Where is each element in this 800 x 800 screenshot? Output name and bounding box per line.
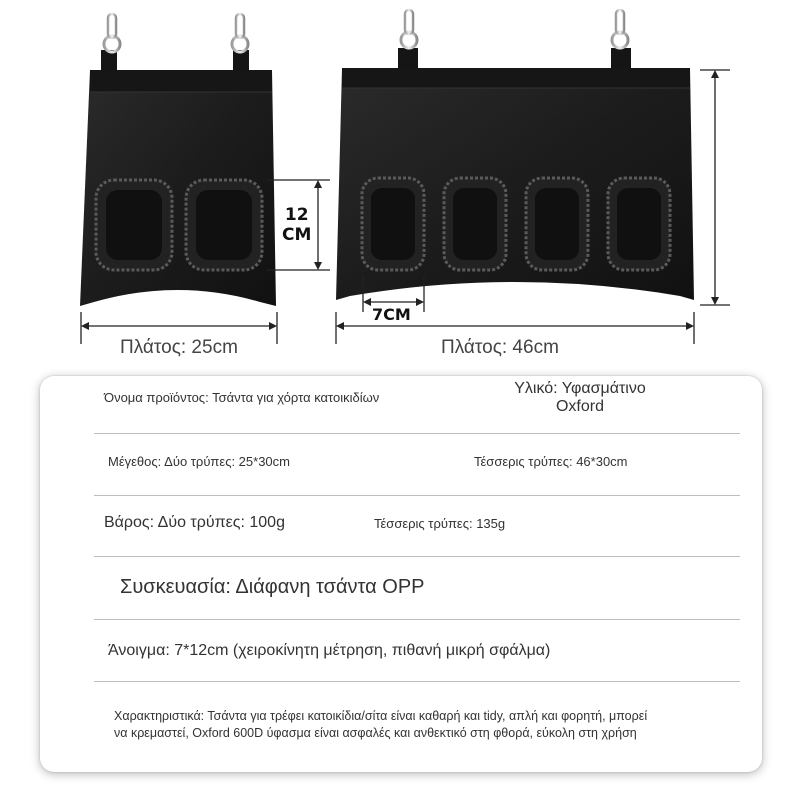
- divider: [94, 681, 740, 682]
- hole-width-label: 7CM: [372, 305, 411, 324]
- hole-height-unit: CM: [282, 224, 312, 245]
- feeding-hole: [526, 178, 588, 270]
- feeding-hole: [608, 178, 670, 270]
- hole-height-label: [282, 206, 311, 245]
- divider: [94, 433, 740, 434]
- spec-card: [40, 376, 762, 772]
- packaging: Συσκευασία: Διάφανη τσάντα OPP: [120, 576, 425, 598]
- divider: [94, 556, 740, 557]
- product-name: Όνομα προϊόντος: Τσάντα για χόρτα κατοικιδίων: [104, 390, 380, 405]
- hanging-hook-icon: [232, 14, 249, 76]
- features: [114, 708, 647, 742]
- hanging-hook-icon: [101, 14, 120, 76]
- feeding-hole: [444, 178, 506, 270]
- weight-four-holes: Τέσσερις τρύπες: 135g: [374, 516, 506, 531]
- material-line-1: Υλικό: Υφασμάτινο: [514, 380, 646, 397]
- feeding-hole: [96, 180, 172, 270]
- feeding-hole: [186, 180, 262, 270]
- material: [500, 380, 660, 416]
- features-line-1: Χαρακτηριστικά: Τσάντα για τρέφει κατοικίδια/σίτα είναι καθαρή και tidy, απλή και φορητή, μπορεί: [114, 709, 648, 723]
- divider: [94, 619, 740, 620]
- small-bag-width-label: Πλάτος: 25cm: [120, 337, 238, 358]
- divider: [94, 495, 740, 496]
- hanging-hook-icon: [611, 10, 631, 72]
- opening-size: Άνοιγμα: 7*12cm (χειροκίνητη μέτρηση, πιθανή μικρή σφάλμα): [108, 642, 551, 659]
- feeding-hole: [362, 178, 424, 270]
- material-line-2: Oxford: [555, 398, 604, 415]
- large-bag-width-label: Πλάτος: 46cm: [441, 337, 559, 358]
- hole-height-value: 12: [284, 205, 309, 225]
- hanging-hook-icon: [398, 10, 418, 72]
- weight-two-holes: Βάρος: Δύο τρύπες: 100g: [104, 514, 285, 531]
- features-line-2: να κρεμαστεί, Oxford 600D ύφασμα είναι ασφαλές και ανθεκτικό στη φθορά, εύκολη στη χρήση: [114, 726, 637, 740]
- size-four-holes: Τέσσερις τρύπες: 46*30cm: [474, 454, 628, 469]
- two-hole-hay-bag: [80, 14, 276, 306]
- size-two-holes: Μέγεθος: Δύο τρύπες: 25*30cm: [108, 454, 290, 469]
- four-hole-hay-bag: [336, 10, 694, 300]
